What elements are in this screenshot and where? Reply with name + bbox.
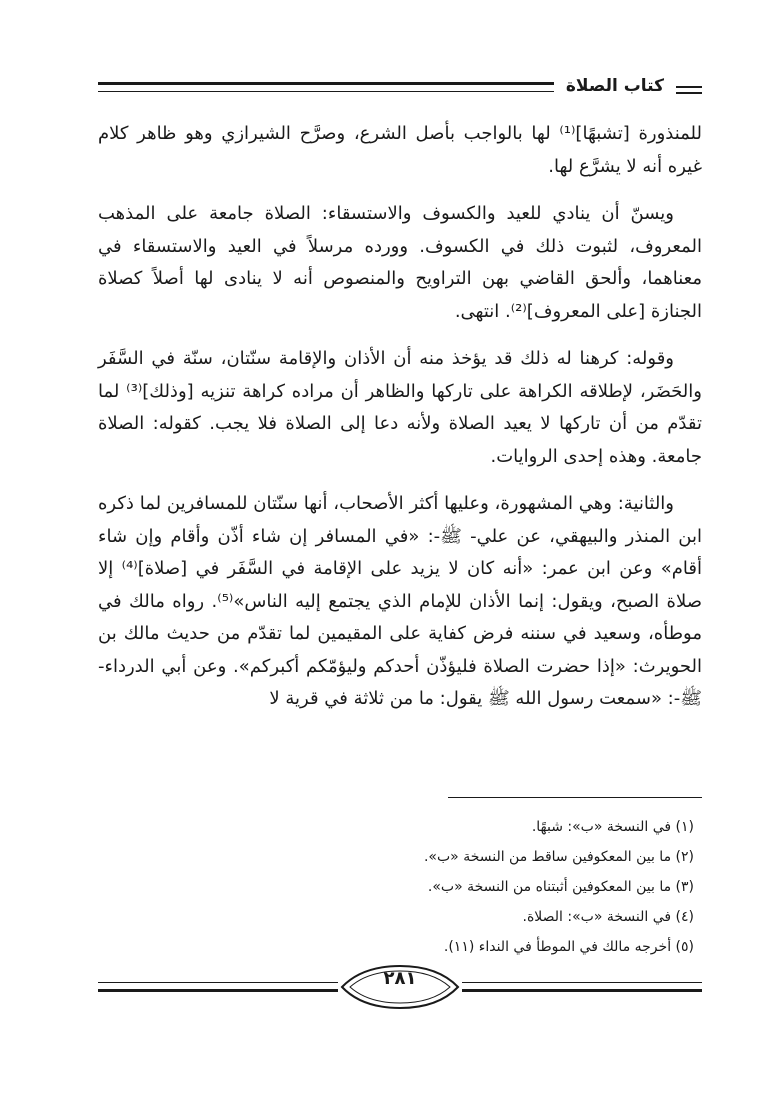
page-footer [98,962,702,1012]
main-text [98,118,702,731]
footnote: (١) في النسخة «ب»: شبهًا. [531,819,694,835]
footnote: (٣) ما بين المعكوفين أثبتناه من النسخة «ب». [427,879,694,895]
header-title: كتاب الصلاة [565,76,664,96]
running-header [98,70,702,110]
footer-rule [462,982,702,992]
footnote: (٢) ما بين المعكوفين ساقط من النسخة «ب». [423,849,694,865]
footnotes [134,812,694,962]
paragraph: للمنذورة [تشبهًا]⁽¹⁾ لها بالواجب بأصل الشرع، وصرَّح الشيرازي وهو ظاهر كلام غيره أنه لا يشرَّع لها. [98,123,702,177]
page-number: ٢٨١ [383,968,417,989]
footnote: (٥) أخرجه مالك في الموطأ في النداء (١١). [443,939,694,955]
header-ornament-mark [676,86,702,94]
footnote: (٤) في النسخة «ب»: الصلاة. [522,909,694,925]
paragraph: ويسنّ أن ينادي للعيد والكسوف والاستسقاء: الصلاة جامعة على المذهب المعروف، لثبوت ذلك في الكسوف. وورده مرسلاً في العيد والاستسقاء في معناهما، وألحق القاضي بهن التراويح والمنصوص أنه لا ينادى لها أصلاً كصلاة الجنازة [على المعروف]⁽²⁾. انتهى. [98,203,702,322]
paragraph: وقوله: كرهنا له ذلك قد يؤخذ منه أن الأذان والإقامة سنّتان، سنّة في السَّفَر والحَضَر، لإطلاقه الكراهة على تاركها والظاهر أن مراده كراهة تنزيه [وذلك]⁽³⁾ لما تقدّم من أن تاركها لا يعيد الصلاة ولأنه دعا إلى الصلاة فلا يجب. كقوله: الصلاة جامعة. وهذه إحدى الروايات. [98,348,702,467]
paragraph: والثانية: وهي المشهورة، وعليها أكثر الأصحاب، أنها سنّتان للمسافرين لما ذكره ابن المنذر والبيهقي، عن علي- ﷺ-: «في المسافر إن شاء أذّن وأقام وإن شاء أقام» وعن ابن عمر: «أنه كان لا يزيد على الإقامة في السَّفَر في [صلاة]⁽⁴⁾ إلا صلاة الصبح، ويقول: إنما الأذان للإمام الذي يجتمع إليه الناس»⁽⁵⁾. رواه مالك في موطأه، وسعيد في سننه فرض كفاية على المقيمين لما تقدّم من حديث مالك بن الحويرث: «إذا حضرت الصلاة فليؤذّن أحدكم وليؤمّكم أكبركم». وعن أبي الدرداء- ﷺ-: «سمعت رسول الله ﷺ يقول: ما من ثلاثة في قرية لا [98,493,702,709]
header-rule [98,82,554,92]
footnote-separator [448,797,702,798]
footer-rule [98,982,338,992]
